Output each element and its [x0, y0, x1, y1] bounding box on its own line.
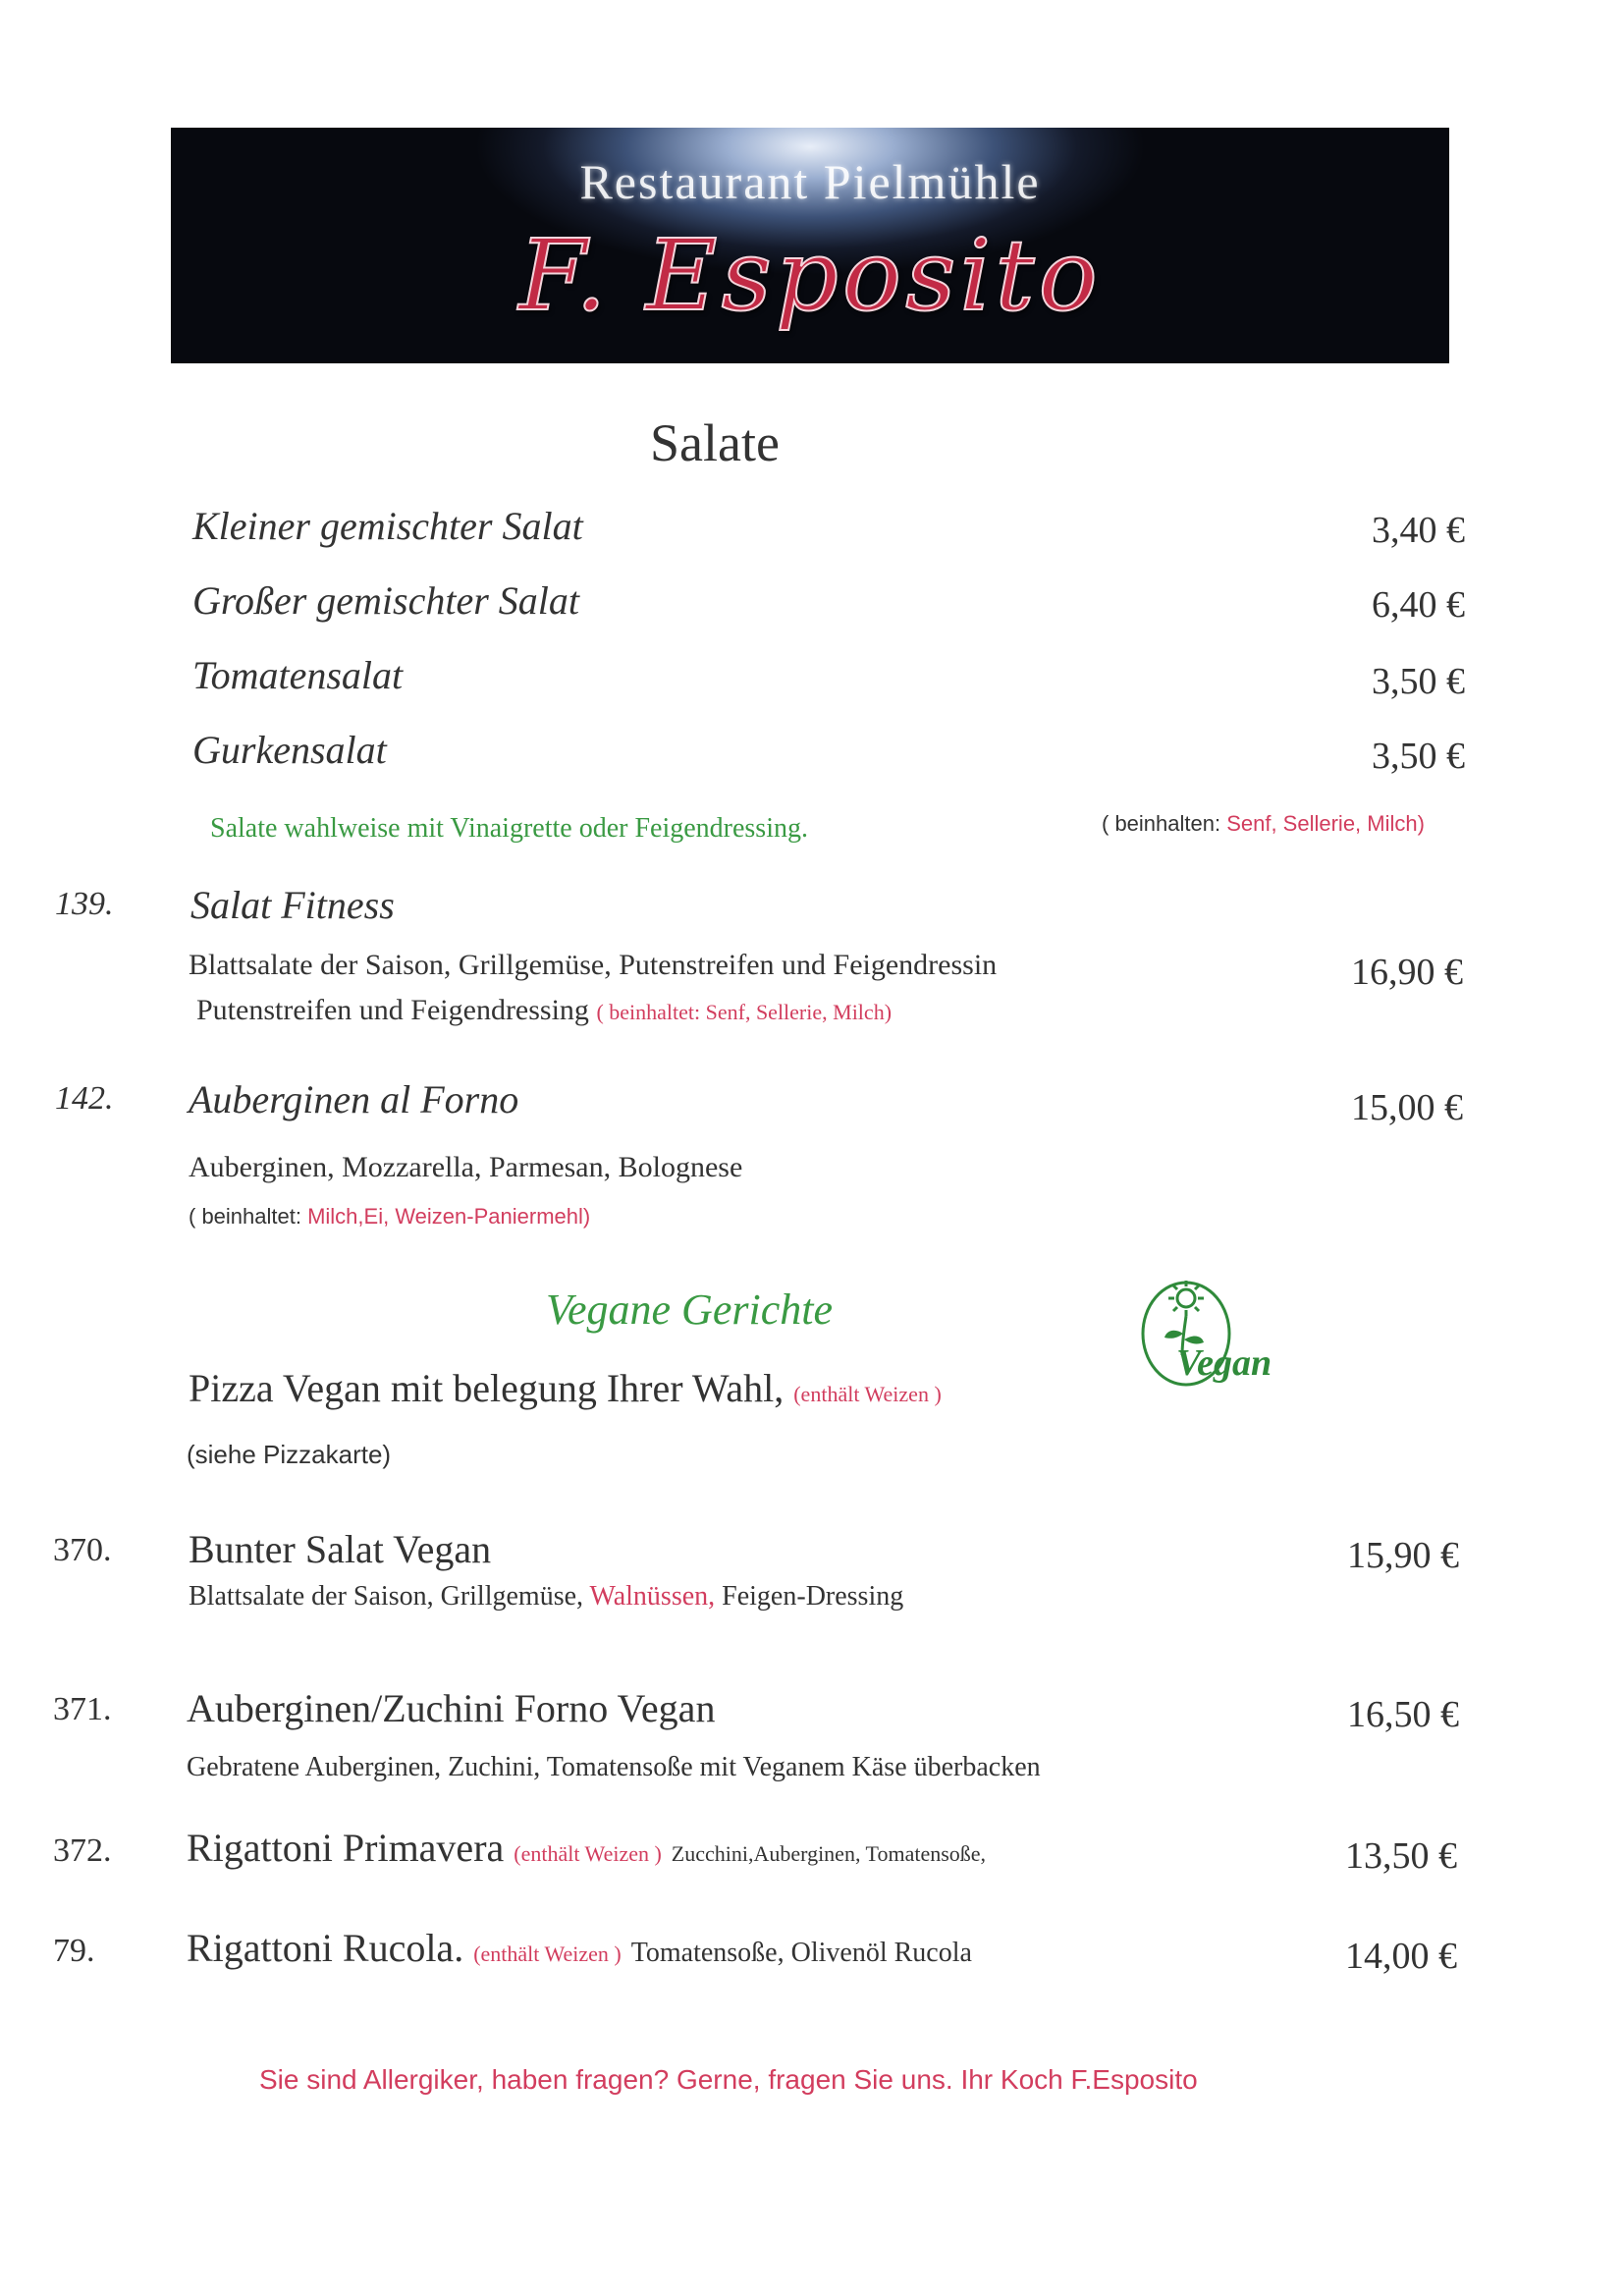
allergen-list: Milch,Ei, Weizen-Paniermehl): [307, 1204, 591, 1229]
menu-item-price: 16,90 €: [1351, 952, 1463, 993]
menu-item-description: Zucchini,Auberginen, Tomatensoße,: [671, 1841, 987, 1866]
menu-item-description: Gebratene Auberginen, Zuchini, Tomatensoße mit Veganem Käse überbacken: [187, 1752, 1041, 1782]
menu-item-name: Salat Fitness: [190, 883, 395, 927]
menu-item-name: Gurkensalat: [192, 728, 387, 772]
salad-allergens: [1102, 811, 1425, 837]
section-heading-salate: Salate: [650, 413, 780, 472]
menu-item-name: Bunter Salat Vegan: [189, 1527, 492, 1571]
pizza-reference: (siehe Pizzakarte): [187, 1440, 392, 1469]
menu-item-description: Blattsalate der Saison, Grillgemüse, Putenstreifen und Feigendressin: [189, 949, 998, 981]
menu-item-name: Großer gemischter Salat: [192, 578, 580, 623]
item-number: 370.: [53, 1532, 112, 1568]
menu-item-price: 3,50 €: [1372, 661, 1465, 702]
menu-item-name: Kleiner gemischter Salat: [192, 504, 583, 548]
menu-item-name: Auberginen al Forno: [189, 1077, 519, 1121]
item-number: 371.: [53, 1691, 112, 1727]
banner-subtitle: Restaurant Pielmühle: [579, 154, 1041, 209]
menu-item-price: 3,40 €: [1372, 510, 1465, 551]
item-number: 139.: [55, 886, 114, 922]
menu-item-name: Rigattoni Primavera: [187, 1826, 505, 1870]
allergy-footer-note: Sie sind Allergiker, haben fragen? Gerne, fragen Sie uns. Ihr Koch F.Esposito: [259, 2064, 1198, 2095]
wheat-note: (enthält Weizen ): [514, 1841, 662, 1866]
vegan-logo-icon: [1137, 1277, 1284, 1394]
menu-item-name: Rigattoni Rucola.: [187, 1926, 464, 1970]
menu-item-name: Pizza Vegan mit belegung Ihrer Wahl,: [189, 1366, 785, 1410]
rigattoni-rucola: [187, 1925, 972, 1971]
allergen-list: ( beinhaltet: Senf, Sellerie, Milch): [596, 1000, 893, 1024]
menu-item-price: 15,90 €: [1347, 1535, 1459, 1576]
description-text: Blattsalate der Saison, Grillgemüse,: [189, 1581, 584, 1612]
description-text: Feigen-Dressing: [722, 1581, 904, 1612]
item-number: 79.: [53, 1933, 95, 1969]
menu-item-description: [196, 994, 892, 1027]
menu-item-price: 13,50 €: [1345, 1835, 1457, 1877]
allergen-list: Senf, Sellerie, Milch): [1226, 811, 1425, 836]
description-text: Putenstreifen und Feigendressing: [196, 994, 589, 1026]
vegan-logo-text: Vegan: [1176, 1342, 1272, 1384]
restaurant-banner: [171, 128, 1449, 363]
menu-item-description: Auberginen, Mozzarella, Parmesan, Bolognese: [189, 1151, 743, 1183]
auberginen-allergens: [189, 1204, 590, 1230]
allergen-prefix: ( beinhalten:: [1102, 811, 1227, 836]
banner-title: F. Esposito: [518, 218, 1102, 333]
section-heading-vegan: Vegane Gerichte: [546, 1285, 833, 1334]
menu-item-price: 16,50 €: [1347, 1694, 1459, 1735]
salad-dressing-note: Salate wahlweise mit Vinaigrette oder Feigendressing.: [210, 813, 808, 844]
menu-item-description: Tomatensoße, Olivenöl Rucola: [630, 1938, 972, 1968]
menu-item-price: 3,50 €: [1372, 736, 1465, 777]
menu-item-description: [189, 1581, 903, 1613]
menu-item-price: 6,40 €: [1372, 584, 1465, 626]
menu-item-price: 14,00 €: [1345, 1936, 1457, 1977]
menu-item-price: 15,00 €: [1351, 1087, 1463, 1128]
allergen-prefix: ( beinhaltet:: [189, 1204, 308, 1229]
item-number: 142.: [55, 1080, 114, 1117]
item-number: 372.: [53, 1832, 112, 1869]
rigattoni-primavera: [187, 1825, 986, 1871]
menu-item-name: Auberginen/Zuchini Forno Vegan: [187, 1686, 716, 1730]
wheat-note: (enthält Weizen ): [793, 1382, 942, 1406]
wheat-note: (enthält Weizen ): [473, 1941, 622, 1966]
allergen-highlight: Walnüssen,: [589, 1581, 716, 1612]
pizza-vegan: [189, 1365, 942, 1411]
menu-item-name: Tomatensalat: [192, 653, 404, 697]
